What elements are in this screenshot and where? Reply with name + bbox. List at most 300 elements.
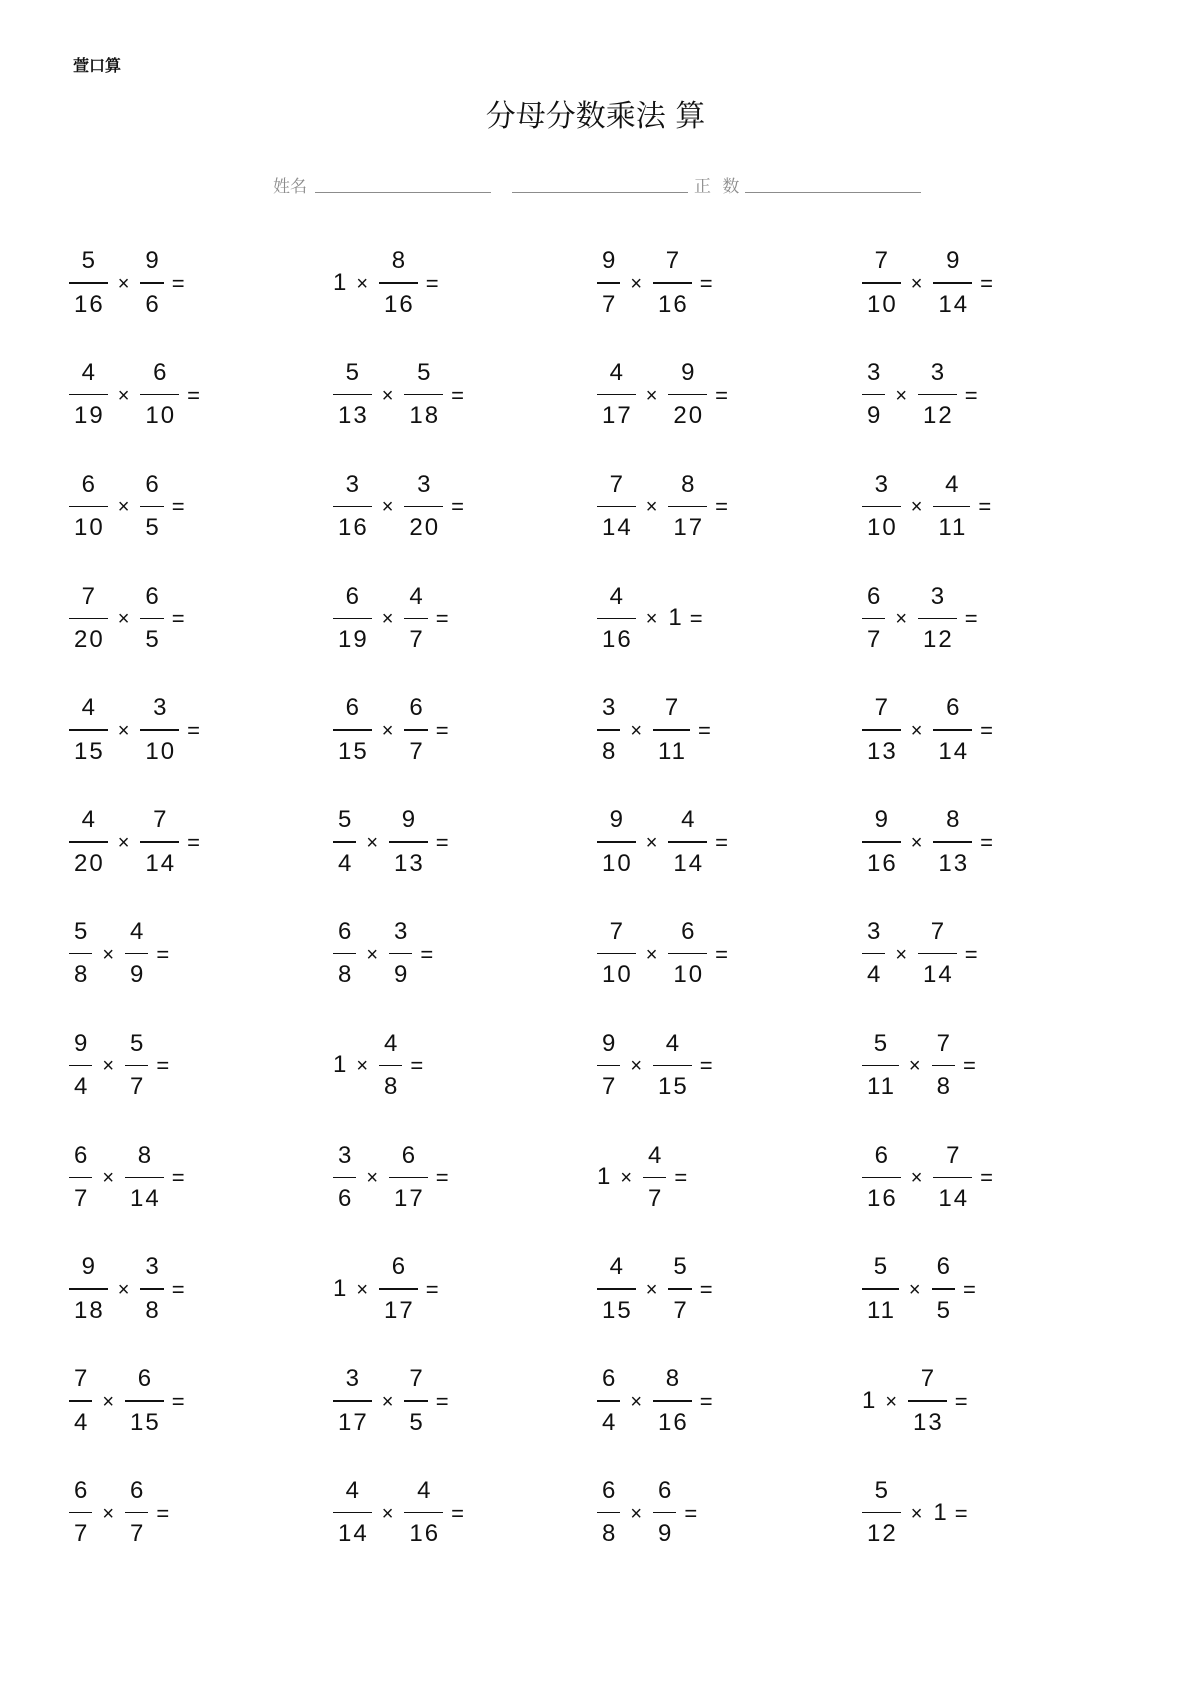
numerator: 6: [74, 1141, 90, 1169]
equals-sign: =: [171, 1388, 185, 1414]
denominator: 5: [145, 514, 161, 542]
denominator: 13: [338, 402, 369, 430]
fraction-bar: [653, 1065, 692, 1067]
times-sign: ×: [117, 720, 130, 743]
denominator: 7: [673, 1296, 689, 1324]
denominator: 4: [338, 849, 354, 877]
fraction-bar: [653, 1512, 676, 1514]
fraction: [140, 807, 179, 877]
numerator: 7: [665, 247, 682, 275]
numerator: 6: [946, 694, 962, 722]
fraction: [643, 1143, 666, 1213]
equals-sign: =: [699, 1388, 713, 1414]
numerator: 3: [930, 358, 947, 386]
numerator: 4: [648, 1141, 664, 1169]
denominator: 14: [938, 1185, 970, 1213]
fraction: [933, 248, 972, 318]
fraction: [862, 1143, 901, 1213]
denominator: 17: [394, 1185, 425, 1213]
equals-sign: =: [954, 1388, 968, 1414]
equals-sign: =: [435, 1388, 449, 1414]
numerator: 3: [867, 358, 883, 386]
numerator: 9: [946, 247, 962, 275]
denominator: 15: [602, 1296, 633, 1324]
fraction: [69, 1366, 92, 1436]
equals-sign: =: [980, 829, 993, 855]
denominator: 18: [74, 1296, 105, 1324]
fraction: [653, 1031, 692, 1101]
fraction-bar: [140, 394, 179, 396]
denominator: 7: [648, 1185, 664, 1213]
equals-sign: =: [156, 1500, 170, 1526]
equals-sign: =: [964, 606, 978, 632]
fraction-bar: [125, 1177, 164, 1179]
numerator: 6: [874, 1141, 891, 1169]
whole-number: 1: [933, 1498, 947, 1526]
fraction-bar: [389, 953, 412, 955]
equals-sign: =: [980, 270, 993, 296]
denominator: 7: [409, 626, 425, 654]
problem-item: [597, 1121, 862, 1233]
fraction-bar: [918, 618, 957, 620]
equals-sign: =: [435, 718, 449, 744]
fraction-bar: [69, 729, 108, 731]
times-sign: ×: [356, 272, 369, 295]
equals-sign: =: [435, 829, 449, 855]
fraction: [862, 248, 901, 318]
denominator: 14: [602, 514, 633, 542]
numerator: 4: [345, 1476, 362, 1504]
whole-number: 1: [668, 604, 682, 632]
fraction-bar: [918, 394, 957, 396]
fraction-bar: [333, 841, 356, 843]
numerator: 9: [602, 1029, 618, 1057]
numerator: 7: [874, 247, 891, 275]
fraction-bar: [597, 1512, 620, 1514]
fraction-bar: [404, 618, 427, 620]
fraction: [932, 1254, 955, 1324]
problem-item: [333, 1345, 597, 1457]
problem-item: [597, 1345, 862, 1457]
fraction: [125, 919, 148, 989]
fraction: [597, 584, 636, 654]
fraction: [140, 1254, 163, 1324]
fraction: [653, 248, 692, 318]
problem-item: [69, 1457, 333, 1569]
fraction-bar: [862, 506, 901, 508]
fraction-bar: [69, 394, 108, 396]
fraction-bar: [668, 953, 707, 955]
denominator: 15: [658, 1073, 689, 1101]
fraction: [389, 1143, 428, 1213]
denominator: 13: [913, 1408, 944, 1436]
fraction: [69, 248, 108, 318]
fraction: [653, 1478, 676, 1548]
fraction: [933, 807, 972, 877]
numerator: 5: [130, 1029, 146, 1057]
equals-sign: =: [715, 829, 728, 855]
fraction: [69, 807, 108, 877]
denominator: 11: [938, 514, 968, 542]
equals-sign: =: [980, 1165, 993, 1191]
denominator: 16: [384, 290, 415, 318]
whole-number: 1: [333, 268, 347, 296]
numerator: 9: [145, 247, 161, 275]
times-sign: ×: [381, 496, 394, 519]
problem-item: [862, 786, 1102, 898]
numerator: 7: [609, 917, 626, 945]
problem-item: [862, 562, 1102, 674]
denominator: 13: [394, 849, 425, 877]
problem-item: [597, 227, 862, 339]
times-sign: ×: [885, 1390, 898, 1413]
denominator: 10: [867, 514, 898, 542]
fraction: [140, 695, 179, 765]
problem-item: [333, 898, 597, 1010]
fraction: [404, 695, 427, 765]
fraction-bar: [653, 1400, 692, 1402]
fraction-bar: [862, 1177, 901, 1179]
name-blank-line: [315, 192, 491, 193]
denominator: 14: [923, 961, 954, 989]
denominator: 7: [602, 290, 618, 318]
problem-item: [333, 1121, 597, 1233]
numerator: 7: [74, 1365, 90, 1393]
numerator: 3: [874, 470, 891, 498]
denominator: 17: [602, 402, 633, 430]
fraction-bar: [404, 729, 427, 731]
numerator: 3: [417, 470, 433, 498]
denominator: 19: [74, 402, 105, 430]
denominator: 8: [338, 961, 354, 989]
numerator: 5: [338, 806, 354, 834]
fraction: [597, 807, 636, 877]
equals-sign: =: [451, 1500, 464, 1526]
numerator: 9: [609, 806, 626, 834]
equals-sign: =: [171, 270, 185, 296]
whole-number: 1: [333, 1275, 347, 1303]
fraction: [668, 919, 707, 989]
fraction: [932, 1031, 955, 1101]
times-sign: ×: [908, 1279, 921, 1302]
times-sign: ×: [645, 831, 658, 854]
numerator: 6: [936, 1253, 952, 1281]
problem-item: [69, 786, 333, 898]
whole-number: 1: [597, 1163, 611, 1191]
denominator: 4: [74, 1408, 90, 1436]
numerator: 7: [920, 1365, 937, 1393]
denominator: 14: [673, 849, 705, 877]
fraction-bar: [918, 953, 957, 955]
equals-sign: =: [962, 1053, 976, 1079]
fraction: [379, 248, 418, 318]
fraction: [933, 1143, 972, 1213]
denominator: 16: [602, 626, 633, 654]
fraction-bar: [69, 282, 108, 284]
equals-sign: =: [156, 941, 170, 967]
numerator: 3: [153, 694, 169, 722]
times-sign: ×: [102, 1055, 115, 1078]
problem-item: [69, 451, 333, 563]
problem-item: [69, 898, 333, 1010]
equals-sign: =: [978, 494, 992, 520]
times-sign: ×: [645, 943, 658, 966]
problem-item: [597, 898, 862, 1010]
fraction: [379, 1031, 402, 1101]
numerator: 4: [409, 582, 425, 610]
equals-sign: =: [425, 1277, 439, 1303]
numerator: 7: [936, 1029, 952, 1057]
name-label: 姓名: [273, 177, 307, 197]
times-sign: ×: [381, 1502, 394, 1525]
fraction-bar: [333, 394, 372, 396]
numerator: 3: [394, 917, 410, 945]
fraction-bar: [643, 1177, 666, 1179]
problem-item: [862, 898, 1102, 1010]
times-sign: ×: [117, 384, 130, 407]
denominator: 5: [409, 1408, 425, 1436]
fraction-bar: [333, 1512, 372, 1514]
denominator: 14: [145, 849, 177, 877]
fraction: [69, 472, 108, 542]
equals-sign: =: [684, 1500, 698, 1526]
fraction-bar: [862, 1512, 901, 1514]
numerator: 4: [665, 1029, 682, 1057]
equals-sign: =: [699, 1053, 713, 1079]
fraction-bar: [668, 1288, 691, 1290]
fraction: [140, 472, 163, 542]
denominator: 7: [409, 737, 425, 765]
fraction: [125, 1031, 148, 1101]
fraction-bar: [932, 1065, 955, 1067]
numerator: 3: [602, 694, 618, 722]
numerator: 6: [345, 694, 362, 722]
fraction-bar: [125, 1400, 164, 1402]
fraction: [908, 1366, 947, 1436]
equals-sign: =: [435, 606, 449, 632]
numerator: 4: [681, 806, 697, 834]
denominator: 8: [384, 1073, 400, 1101]
fraction-bar: [125, 1065, 148, 1067]
whole-number: 1: [862, 1386, 876, 1414]
problem-item: [597, 562, 862, 674]
denominator: 12: [923, 626, 954, 654]
fraction: [597, 695, 620, 765]
denominator: 9: [394, 961, 410, 989]
fraction: [862, 584, 885, 654]
numerator: 6: [145, 470, 161, 498]
numerator: 4: [609, 582, 626, 610]
numerator: 7: [609, 470, 626, 498]
times-sign: ×: [117, 608, 130, 631]
numerator: 8: [137, 1141, 154, 1169]
times-sign: ×: [117, 496, 130, 519]
problem-item: [597, 1233, 862, 1345]
fraction: [389, 807, 428, 877]
fraction-bar: [69, 618, 108, 620]
denominator: 6: [338, 1185, 354, 1213]
denominator: 16: [409, 1520, 441, 1548]
fraction-bar: [125, 953, 148, 955]
equals-sign: =: [699, 270, 713, 296]
fraction: [140, 248, 163, 318]
problem-item: [333, 562, 597, 674]
fraction: [653, 695, 690, 765]
denominator: 16: [867, 849, 898, 877]
fraction: [333, 807, 356, 877]
denominator: 16: [658, 290, 689, 318]
denominator: 9: [658, 1520, 674, 1548]
fraction-bar: [597, 282, 620, 284]
fraction: [597, 248, 620, 318]
numerator: 6: [145, 582, 161, 610]
problem-item: [862, 1233, 1102, 1345]
denominator: 7: [130, 1073, 146, 1101]
fraction: [69, 1031, 92, 1101]
times-sign: ×: [910, 272, 923, 295]
denominator: 5: [145, 626, 161, 654]
fraction: [597, 1031, 620, 1101]
problem-item: [597, 1457, 862, 1569]
denominator: 4: [74, 1073, 90, 1101]
problem-item: [333, 227, 597, 339]
numerator: 4: [945, 470, 961, 498]
problem-item: [333, 1010, 597, 1122]
fraction-bar: [404, 1512, 443, 1514]
denominator: 4: [867, 961, 883, 989]
numerator: 7: [874, 694, 891, 722]
numerator: 4: [609, 1253, 626, 1281]
fraction-bar: [597, 506, 636, 508]
fraction-bar: [597, 1065, 620, 1067]
numerator: 3: [867, 917, 883, 945]
fraction: [333, 1143, 356, 1213]
fraction-bar: [69, 841, 108, 843]
numerator: 6: [409, 694, 425, 722]
denominator: 8: [936, 1073, 952, 1101]
denominator: 14: [338, 1520, 369, 1548]
fraction-bar: [862, 282, 901, 284]
times-sign: ×: [910, 496, 923, 519]
fraction-bar: [862, 1288, 899, 1290]
denominator: 13: [867, 737, 898, 765]
fraction: [918, 919, 957, 989]
worksheet-title: 分母分数乘法 算: [485, 99, 706, 134]
numerator: 7: [664, 694, 681, 722]
fraction-bar: [125, 1512, 148, 1514]
equals-sign: =: [964, 382, 978, 408]
fraction-bar: [140, 841, 179, 843]
problem-item: [69, 1010, 333, 1122]
numerator: 3: [345, 470, 362, 498]
fraction-bar: [140, 729, 179, 731]
times-sign: ×: [102, 1390, 115, 1413]
equals-sign: =: [674, 1165, 688, 1191]
fraction: [918, 360, 957, 430]
fraction-bar: [404, 506, 443, 508]
denominator: 12: [923, 402, 954, 430]
problem-item: [862, 674, 1102, 786]
denominator: 10: [145, 402, 177, 430]
times-sign: ×: [117, 1279, 130, 1302]
fraction-bar: [333, 506, 372, 508]
denominator: 16: [658, 1408, 689, 1436]
fraction: [333, 472, 372, 542]
numerator: 5: [874, 1476, 891, 1504]
denominator: 10: [602, 849, 633, 877]
fraction: [668, 360, 707, 430]
times-sign: ×: [895, 943, 908, 966]
problem-item: [333, 339, 597, 451]
score-blank-line: [745, 192, 921, 193]
fraction-bar: [862, 394, 885, 396]
fraction: [69, 695, 108, 765]
problem-item: [862, 1121, 1102, 1233]
numerator: 8: [946, 806, 962, 834]
denominator: 11: [658, 737, 687, 765]
numerator: 7: [409, 1365, 425, 1393]
times-sign: ×: [645, 384, 658, 407]
denominator: 15: [338, 737, 369, 765]
times-sign: ×: [117, 831, 130, 854]
problem-item: [597, 674, 862, 786]
denominator: 10: [602, 961, 633, 989]
denominator: 20: [74, 626, 105, 654]
denominator: 9: [867, 402, 883, 430]
fraction-bar: [862, 1065, 899, 1067]
numerator: 6: [345, 582, 362, 610]
fraction-bar: [933, 729, 972, 731]
denominator: 8: [74, 961, 90, 989]
fraction: [69, 919, 92, 989]
problem-item: [333, 451, 597, 563]
numerator: 7: [153, 806, 169, 834]
fraction: [379, 1254, 418, 1324]
numerator: 6: [602, 1365, 618, 1393]
numerator: 4: [417, 1476, 433, 1504]
fraction-bar: [333, 1400, 372, 1402]
numerator: 4: [609, 358, 626, 386]
fraction-bar: [69, 1288, 108, 1290]
denominator: 14: [130, 1185, 161, 1213]
numerator: 7: [946, 1141, 962, 1169]
fraction-bar: [932, 1288, 955, 1290]
denominator: 16: [867, 1185, 898, 1213]
numerator: 9: [81, 1253, 98, 1281]
fraction: [69, 1254, 108, 1324]
times-sign: ×: [895, 384, 908, 407]
denominator: 7: [74, 1185, 90, 1213]
fraction: [389, 919, 412, 989]
denominator: 9: [130, 961, 146, 989]
numerator: 7: [81, 582, 98, 610]
times-sign: ×: [895, 608, 908, 631]
equals-sign: =: [451, 494, 464, 520]
fraction: [933, 695, 972, 765]
equals-sign: =: [156, 1053, 170, 1079]
numerator: 3: [345, 1365, 362, 1393]
times-sign: ×: [366, 831, 379, 854]
denominator: 19: [338, 626, 369, 654]
equals-sign: =: [451, 382, 464, 408]
equals-sign: =: [187, 718, 200, 744]
problem-item: [862, 1345, 1102, 1457]
equals-sign: =: [715, 382, 728, 408]
times-sign: ×: [910, 720, 923, 743]
fraction-bar: [933, 1177, 972, 1179]
fraction-bar: [140, 506, 163, 508]
denominator: 10: [74, 514, 105, 542]
